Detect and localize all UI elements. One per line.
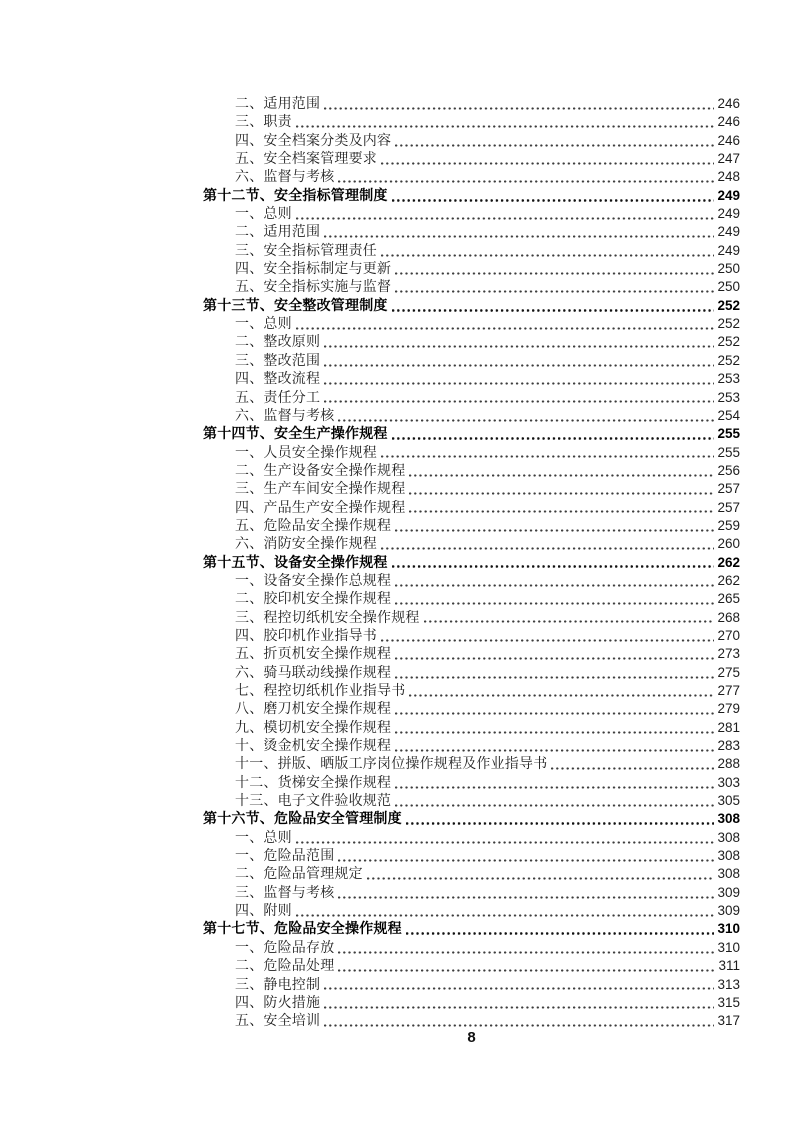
toc-entry[interactable] xyxy=(203,535,740,553)
toc-entry-label: 五、安全培训 xyxy=(235,1014,321,1030)
toc-entry-label: 五、安全指标实施与监督 xyxy=(235,280,392,296)
toc-entry-page: 268 xyxy=(717,609,740,625)
dot-leader xyxy=(395,602,714,605)
toc-entry-page: 253 xyxy=(717,389,740,405)
toc-entry-label: 五、折页机安全操作规程 xyxy=(235,647,392,663)
toc-entry[interactable] xyxy=(203,902,740,920)
dot-leader xyxy=(381,162,714,165)
toc-entry[interactable] xyxy=(203,976,740,994)
dot-leader xyxy=(367,877,715,880)
toc-entry-label: 二、危险品处理 xyxy=(235,959,335,975)
toc-entry[interactable] xyxy=(203,847,740,865)
toc-entry-label: 一、总则 xyxy=(235,207,292,223)
toc-entry-page: 253 xyxy=(717,371,740,387)
toc-entry-label: 四、产品生产安全操作规程 xyxy=(235,500,406,516)
toc-entry-label: 四、安全档案分类及内容 xyxy=(235,133,392,149)
toc-entry-page: 255 xyxy=(717,426,740,442)
toc-entry[interactable] xyxy=(203,719,740,737)
dot-leader xyxy=(395,529,714,532)
dot-leader xyxy=(296,125,715,128)
dot-leader xyxy=(338,419,714,422)
toc-entry-page: 249 xyxy=(717,206,740,222)
toc-entry-page: 248 xyxy=(717,169,740,185)
toc-entry[interactable] xyxy=(203,132,740,150)
dot-leader xyxy=(392,437,715,440)
toc-entry[interactable] xyxy=(203,865,740,883)
dot-leader xyxy=(324,345,714,348)
toc-entry-label: 六、骑马联动线操作规程 xyxy=(235,665,392,681)
toc-entry[interactable] xyxy=(203,223,740,241)
toc-entry-page: 255 xyxy=(717,444,740,460)
toc-entry-label: 六、监督与考核 xyxy=(235,408,335,424)
footer-page-number: 8 xyxy=(467,1029,476,1046)
toc-entry-page: 281 xyxy=(717,719,740,735)
toc-entry-page: 310 xyxy=(717,921,740,937)
toc-entry-label: 四、整改流程 xyxy=(235,372,321,388)
dot-leader xyxy=(338,951,714,954)
toc-entry-page: 275 xyxy=(717,664,740,680)
toc-entry[interactable] xyxy=(203,572,740,590)
toc-entry-label: 二、整改原则 xyxy=(235,335,321,351)
dot-leader xyxy=(324,1024,714,1027)
toc-entry[interactable] xyxy=(203,609,740,627)
toc-entry[interactable] xyxy=(203,352,740,370)
toc-entry-label: 四、安全指标制定与更新 xyxy=(235,262,392,278)
toc-entry-page: 309 xyxy=(717,903,740,919)
toc-entry-label: 二、适用范围 xyxy=(235,225,321,241)
toc-entry-page: 277 xyxy=(717,683,740,698)
dot-leader xyxy=(324,987,714,990)
toc-entry-page: 313 xyxy=(717,976,740,992)
toc-entry[interactable] xyxy=(203,297,740,315)
dot-leader xyxy=(338,969,715,972)
dot-leader xyxy=(409,492,714,495)
toc-entry-label: 十一、拼版、晒版工序岗位操作规程及作业指导书 xyxy=(235,757,548,773)
toc-entry-label: 二、生产设备安全操作规程 xyxy=(235,463,406,479)
toc-entry-label: 第十七节、危险品安全操作规程 xyxy=(203,922,402,938)
toc-entry-page: 262 xyxy=(717,554,740,570)
toc-entry-label: 五、责任分工 xyxy=(235,390,321,406)
toc-entry-label: 八、磨刀机安全操作规程 xyxy=(235,702,392,718)
dot-leader xyxy=(338,180,714,183)
dot-leader xyxy=(381,254,714,257)
toc-entry-page: 246 xyxy=(717,132,740,148)
toc-entry[interactable] xyxy=(203,278,740,296)
toc-entry-label: 三、监督与考核 xyxy=(235,885,335,901)
dot-leader xyxy=(409,510,714,513)
toc-entry-page: 308 xyxy=(717,848,740,864)
dot-leader xyxy=(392,565,715,568)
toc-entry[interactable] xyxy=(203,370,740,388)
dot-leader xyxy=(395,584,714,587)
toc-entry[interactable] xyxy=(203,627,740,645)
toc-entry-label: 四、防火措施 xyxy=(235,995,321,1011)
toc-entry-page: 305 xyxy=(717,793,740,809)
toc-entry-label: 二、适用范围 xyxy=(235,97,321,112)
toc-entry-page: 279 xyxy=(717,701,740,717)
table-of-contents xyxy=(203,95,740,1031)
toc-entry-label: 三、整改范围 xyxy=(235,353,321,369)
dot-leader xyxy=(381,455,714,458)
toc-entry-label: 一、危险品范围 xyxy=(235,849,335,865)
toc-entry-page: 260 xyxy=(717,536,740,552)
toc-entry[interactable] xyxy=(203,242,740,260)
toc-entry-page: 308 xyxy=(717,829,740,845)
toc-entry-page: 249 xyxy=(717,242,740,258)
dot-leader xyxy=(324,107,714,110)
toc-entry[interactable] xyxy=(203,829,740,847)
toc-entry-page: 252 xyxy=(717,352,740,368)
toc-entry-label: 四、附则 xyxy=(235,904,292,920)
toc-entry-page: 270 xyxy=(717,627,740,643)
toc-entry[interactable] xyxy=(203,590,740,608)
toc-entry-label: 九、模切机安全操作规程 xyxy=(235,720,392,736)
dot-leader xyxy=(395,290,714,293)
toc-entry-page: 250 xyxy=(717,279,740,295)
toc-entry[interactable] xyxy=(203,205,740,223)
toc-entry-page: 315 xyxy=(717,994,740,1010)
toc-entry-label: 第十五节、设备安全操作规程 xyxy=(203,555,388,571)
toc-entry-page: 249 xyxy=(717,187,740,203)
toc-entry-label: 二、危险品管理规定 xyxy=(235,867,363,883)
dot-leader xyxy=(392,309,715,312)
dot-leader xyxy=(392,199,715,202)
toc-entry[interactable] xyxy=(203,333,740,351)
toc-entry-page: 252 xyxy=(717,334,740,350)
toc-entry-label: 十二、货梯安全操作规程 xyxy=(235,775,392,791)
dot-leader xyxy=(296,914,715,917)
dot-leader xyxy=(324,235,714,238)
toc-entry[interactable] xyxy=(203,664,740,682)
dot-leader xyxy=(409,694,714,697)
toc-entry-label: 六、监督与考核 xyxy=(235,170,335,186)
toc-entry[interactable] xyxy=(203,700,740,718)
toc-entry[interactable] xyxy=(203,425,740,443)
toc-entry-page: 252 xyxy=(717,316,740,332)
toc-entry-label: 一、总则 xyxy=(235,830,292,846)
toc-entry[interactable] xyxy=(203,755,740,773)
toc-entry[interactable] xyxy=(203,554,740,572)
toc-entry-label: 一、危险品存放 xyxy=(235,940,335,956)
toc-entry-page: 309 xyxy=(717,884,740,900)
dot-leader xyxy=(324,364,714,367)
toc-entry-page: 249 xyxy=(717,224,740,240)
dot-leader xyxy=(395,712,714,715)
dot-leader xyxy=(395,731,714,734)
toc-entry[interactable] xyxy=(203,920,740,938)
dot-leader xyxy=(381,547,714,550)
toc-entry-page: 303 xyxy=(717,774,740,790)
dot-leader xyxy=(395,786,714,789)
toc-entry[interactable] xyxy=(203,462,740,480)
toc-entry-page: 273 xyxy=(717,646,740,662)
toc-entry-page: 254 xyxy=(717,407,740,423)
toc-entry-label: 第十二节、安全指标管理制度 xyxy=(203,188,388,204)
toc-entry[interactable] xyxy=(203,774,740,792)
toc-entry-label: 第十六节、危险品安全管理制度 xyxy=(203,812,402,828)
toc-entry[interactable] xyxy=(203,315,740,333)
dot-leader xyxy=(395,804,714,807)
toc-entry-page: 259 xyxy=(717,517,740,533)
dot-leader xyxy=(395,272,714,275)
toc-entry[interactable] xyxy=(203,95,740,113)
toc-entry-label: 三、生产车间安全操作规程 xyxy=(235,482,406,498)
toc-entry[interactable] xyxy=(203,444,740,462)
dot-leader xyxy=(395,657,714,660)
toc-entry-page: 250 xyxy=(717,261,740,277)
toc-entry[interactable] xyxy=(203,407,740,425)
toc-entry-label: 三、静电控制 xyxy=(235,977,321,993)
dot-leader xyxy=(424,620,715,623)
toc-entry[interactable] xyxy=(203,994,740,1012)
toc-entry[interactable] xyxy=(203,517,740,535)
dot-leader xyxy=(338,859,714,862)
dot-leader xyxy=(395,749,714,752)
toc-entry-label: 二、胶印机安全操作规程 xyxy=(235,592,392,608)
toc-entry-page: 283 xyxy=(717,738,740,754)
dot-leader xyxy=(296,841,715,844)
toc-entry[interactable] xyxy=(203,884,740,902)
toc-entry-label: 一、总则 xyxy=(235,317,292,333)
toc-entry-page: 262 xyxy=(717,572,740,588)
toc-entry-label: 五、危险品安全操作规程 xyxy=(235,518,392,534)
dot-leader xyxy=(296,327,715,330)
toc-entry-page: 256 xyxy=(717,462,740,478)
toc-entry[interactable] xyxy=(203,168,740,186)
toc-entry-label: 十三、电子文件验收规范 xyxy=(235,794,392,810)
dot-leader xyxy=(406,822,715,825)
toc-entry-label: 三、安全指标管理责任 xyxy=(235,243,377,259)
toc-entry[interactable] xyxy=(203,389,740,407)
toc-entry-page: 310 xyxy=(717,939,740,955)
dot-leader xyxy=(338,896,714,899)
toc-entry-label: 六、消防安全操作规程 xyxy=(235,537,377,553)
toc-entry[interactable] xyxy=(203,810,740,828)
toc-entry[interactable] xyxy=(203,682,740,700)
toc-entry-label: 一、设备安全操作总规程 xyxy=(235,573,392,589)
toc-entry-page: 246 xyxy=(717,96,740,111)
toc-entry[interactable] xyxy=(203,113,740,131)
dot-leader xyxy=(324,400,714,403)
toc-entry[interactable] xyxy=(203,645,740,663)
toc-entry-label: 三、程控切纸机安全操作规程 xyxy=(235,610,420,626)
dot-leader xyxy=(324,382,714,385)
toc-entry[interactable] xyxy=(203,737,740,755)
toc-entry-label: 第十四节、安全生产操作规程 xyxy=(203,427,388,443)
toc-entry[interactable] xyxy=(203,499,740,517)
toc-entry-page: 246 xyxy=(717,114,740,130)
toc-entry-label: 四、胶印机作业指导书 xyxy=(235,628,377,644)
dot-leader xyxy=(395,144,714,147)
dot-leader xyxy=(296,217,715,220)
toc-entry-page: 265 xyxy=(717,591,740,607)
toc-entry-page: 311 xyxy=(718,958,740,974)
toc-entry-label: 第十三节、安全整改管理制度 xyxy=(203,298,388,314)
toc-entry[interactable] xyxy=(203,957,740,975)
dot-leader xyxy=(406,932,715,935)
toc-entry-page: 317 xyxy=(717,1013,740,1029)
toc-entry[interactable] xyxy=(203,260,740,278)
toc-entry-page: 288 xyxy=(717,756,740,772)
toc-entry-page: 308 xyxy=(717,866,740,882)
toc-entry-page: 247 xyxy=(717,151,740,167)
toc-entry-page: 308 xyxy=(717,811,740,827)
toc-entry[interactable] xyxy=(203,939,740,957)
toc-entry-label: 五、安全档案管理要求 xyxy=(235,152,377,168)
toc-entry-label: 一、人员安全操作规程 xyxy=(235,445,377,461)
dot-leader xyxy=(551,767,714,770)
toc-entry[interactable] xyxy=(203,187,740,205)
dot-leader xyxy=(324,1006,714,1009)
toc-entry-label: 七、程控切纸机作业指导书 xyxy=(235,684,406,699)
toc-entry-label: 三、职责 xyxy=(235,115,292,131)
toc-entry[interactable] xyxy=(203,792,740,810)
toc-entry[interactable] xyxy=(203,480,740,498)
toc-entry-page: 257 xyxy=(717,481,740,497)
dot-leader xyxy=(381,639,714,642)
dot-leader xyxy=(409,474,714,477)
toc-entry[interactable] xyxy=(203,150,740,168)
toc-entry-page: 257 xyxy=(717,499,740,515)
dot-leader xyxy=(395,676,714,679)
toc-entry-label: 十、烫金机安全操作规程 xyxy=(235,739,392,755)
toc-entry-page: 252 xyxy=(717,297,740,313)
